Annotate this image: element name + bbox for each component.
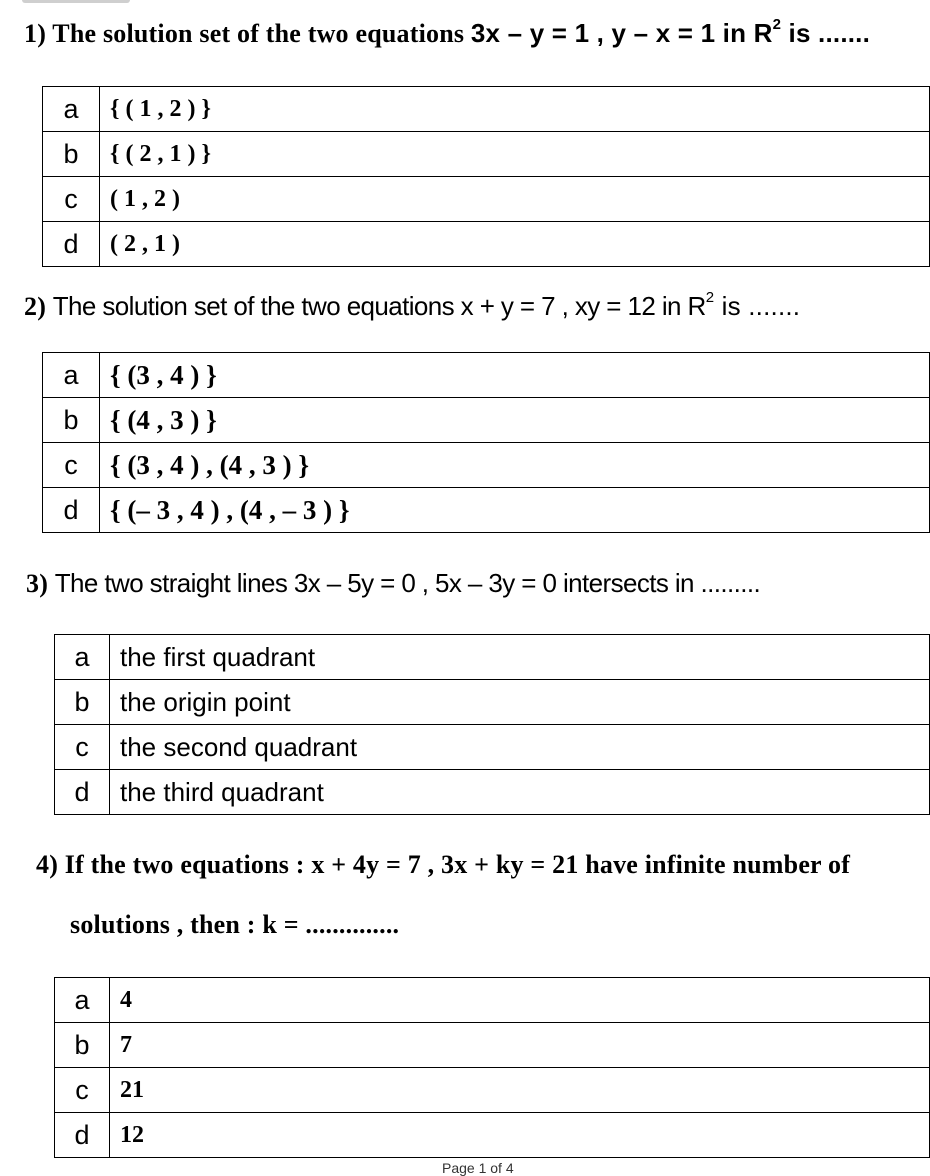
- option-text: ( 1 , 2 ): [100, 177, 930, 222]
- option-row[interactable]: [43, 443, 930, 488]
- question-text: If the two equations : x + 4y = 7 , 3x + ky = 21 have infinite number of: [64, 850, 851, 879]
- option-text: { (3 , 4 ) }: [100, 353, 930, 398]
- option-row[interactable]: [55, 1023, 930, 1068]
- option-text: { (3 , 4 ) , (4 , 3 ) }: [100, 443, 930, 488]
- question-text: The solution set of the two equations x + y = 7 , xy = 12 in R: [52, 291, 706, 321]
- options-table-4: [54, 977, 930, 1158]
- option-row[interactable]: [55, 725, 930, 770]
- option-row[interactable]: [55, 1068, 930, 1113]
- option-row[interactable]: [43, 488, 930, 533]
- option-row[interactable]: [43, 353, 930, 398]
- option-letter: c: [55, 1068, 110, 1113]
- option-row[interactable]: [55, 635, 930, 680]
- question-tail: is .......: [781, 18, 871, 48]
- options-table-2: [42, 352, 930, 533]
- option-text: 21: [110, 1068, 930, 1113]
- option-letter: d: [43, 488, 100, 533]
- option-text: the origin point: [110, 680, 930, 725]
- question-number: 1): [24, 19, 47, 48]
- option-text: 12: [110, 1113, 930, 1158]
- option-letter: a: [43, 353, 100, 398]
- option-letter: d: [55, 770, 110, 815]
- question-4-line-2: [70, 910, 399, 940]
- page-footer: Page 1 of 4: [442, 1160, 514, 1176]
- option-text: 7: [110, 1023, 930, 1068]
- option-row[interactable]: [55, 680, 930, 725]
- option-row[interactable]: [55, 1113, 930, 1158]
- option-row[interactable]: [43, 87, 930, 132]
- question-number: 4): [36, 850, 59, 879]
- option-row[interactable]: [55, 978, 930, 1023]
- option-letter: b: [43, 398, 100, 443]
- question-1: [24, 18, 870, 49]
- question-number: 2): [24, 292, 47, 321]
- question-text: solutions , then : k = ..............: [70, 910, 400, 939]
- option-text: { (– 3 , 4 ) , (4 , – 3 ) }: [100, 488, 930, 533]
- option-text: the third quadrant: [110, 770, 930, 815]
- option-row[interactable]: [43, 177, 930, 222]
- option-row[interactable]: [43, 132, 930, 177]
- question-equation: 3x – y = 1 , y – x = 1 in R: [470, 18, 773, 48]
- option-letter: a: [43, 87, 100, 132]
- option-letter: a: [55, 635, 110, 680]
- option-letter: a: [55, 978, 110, 1023]
- option-letter: b: [55, 1023, 110, 1068]
- option-text: { (4 , 3 ) }: [100, 398, 930, 443]
- page-top-edge: [22, 0, 130, 3]
- option-letter: d: [43, 222, 100, 267]
- option-row[interactable]: [55, 770, 930, 815]
- superscript: 2: [772, 16, 782, 33]
- options-table-3: [54, 634, 930, 815]
- question-4: [36, 850, 850, 880]
- question-2: [24, 291, 800, 322]
- option-row[interactable]: [43, 222, 930, 267]
- question-number: 3): [26, 569, 49, 598]
- option-text: ( 2 , 1 ): [100, 222, 930, 267]
- question-3: [26, 568, 760, 599]
- option-row[interactable]: [43, 398, 930, 443]
- option-letter: d: [55, 1113, 110, 1158]
- superscript: 2: [705, 289, 715, 306]
- question-text: The solution set of the two equations: [52, 19, 465, 48]
- option-text: { ( 1 , 2 ) }: [100, 87, 930, 132]
- option-letter: c: [43, 443, 100, 488]
- option-letter: b: [43, 132, 100, 177]
- option-text: 4: [110, 978, 930, 1023]
- option-letter: b: [55, 680, 110, 725]
- options-table-1: [42, 86, 930, 267]
- option-letter: c: [55, 725, 110, 770]
- question-text: The two straight lines 3x – 5y = 0 , 5x – 3y = 0 intersects in .........: [54, 568, 761, 598]
- option-text: { ( 2 , 1 ) }: [100, 132, 930, 177]
- option-text: the second quadrant: [110, 725, 930, 770]
- option-text: the first quadrant: [110, 635, 930, 680]
- option-letter: c: [43, 177, 100, 222]
- question-tail: is .......: [714, 291, 801, 321]
